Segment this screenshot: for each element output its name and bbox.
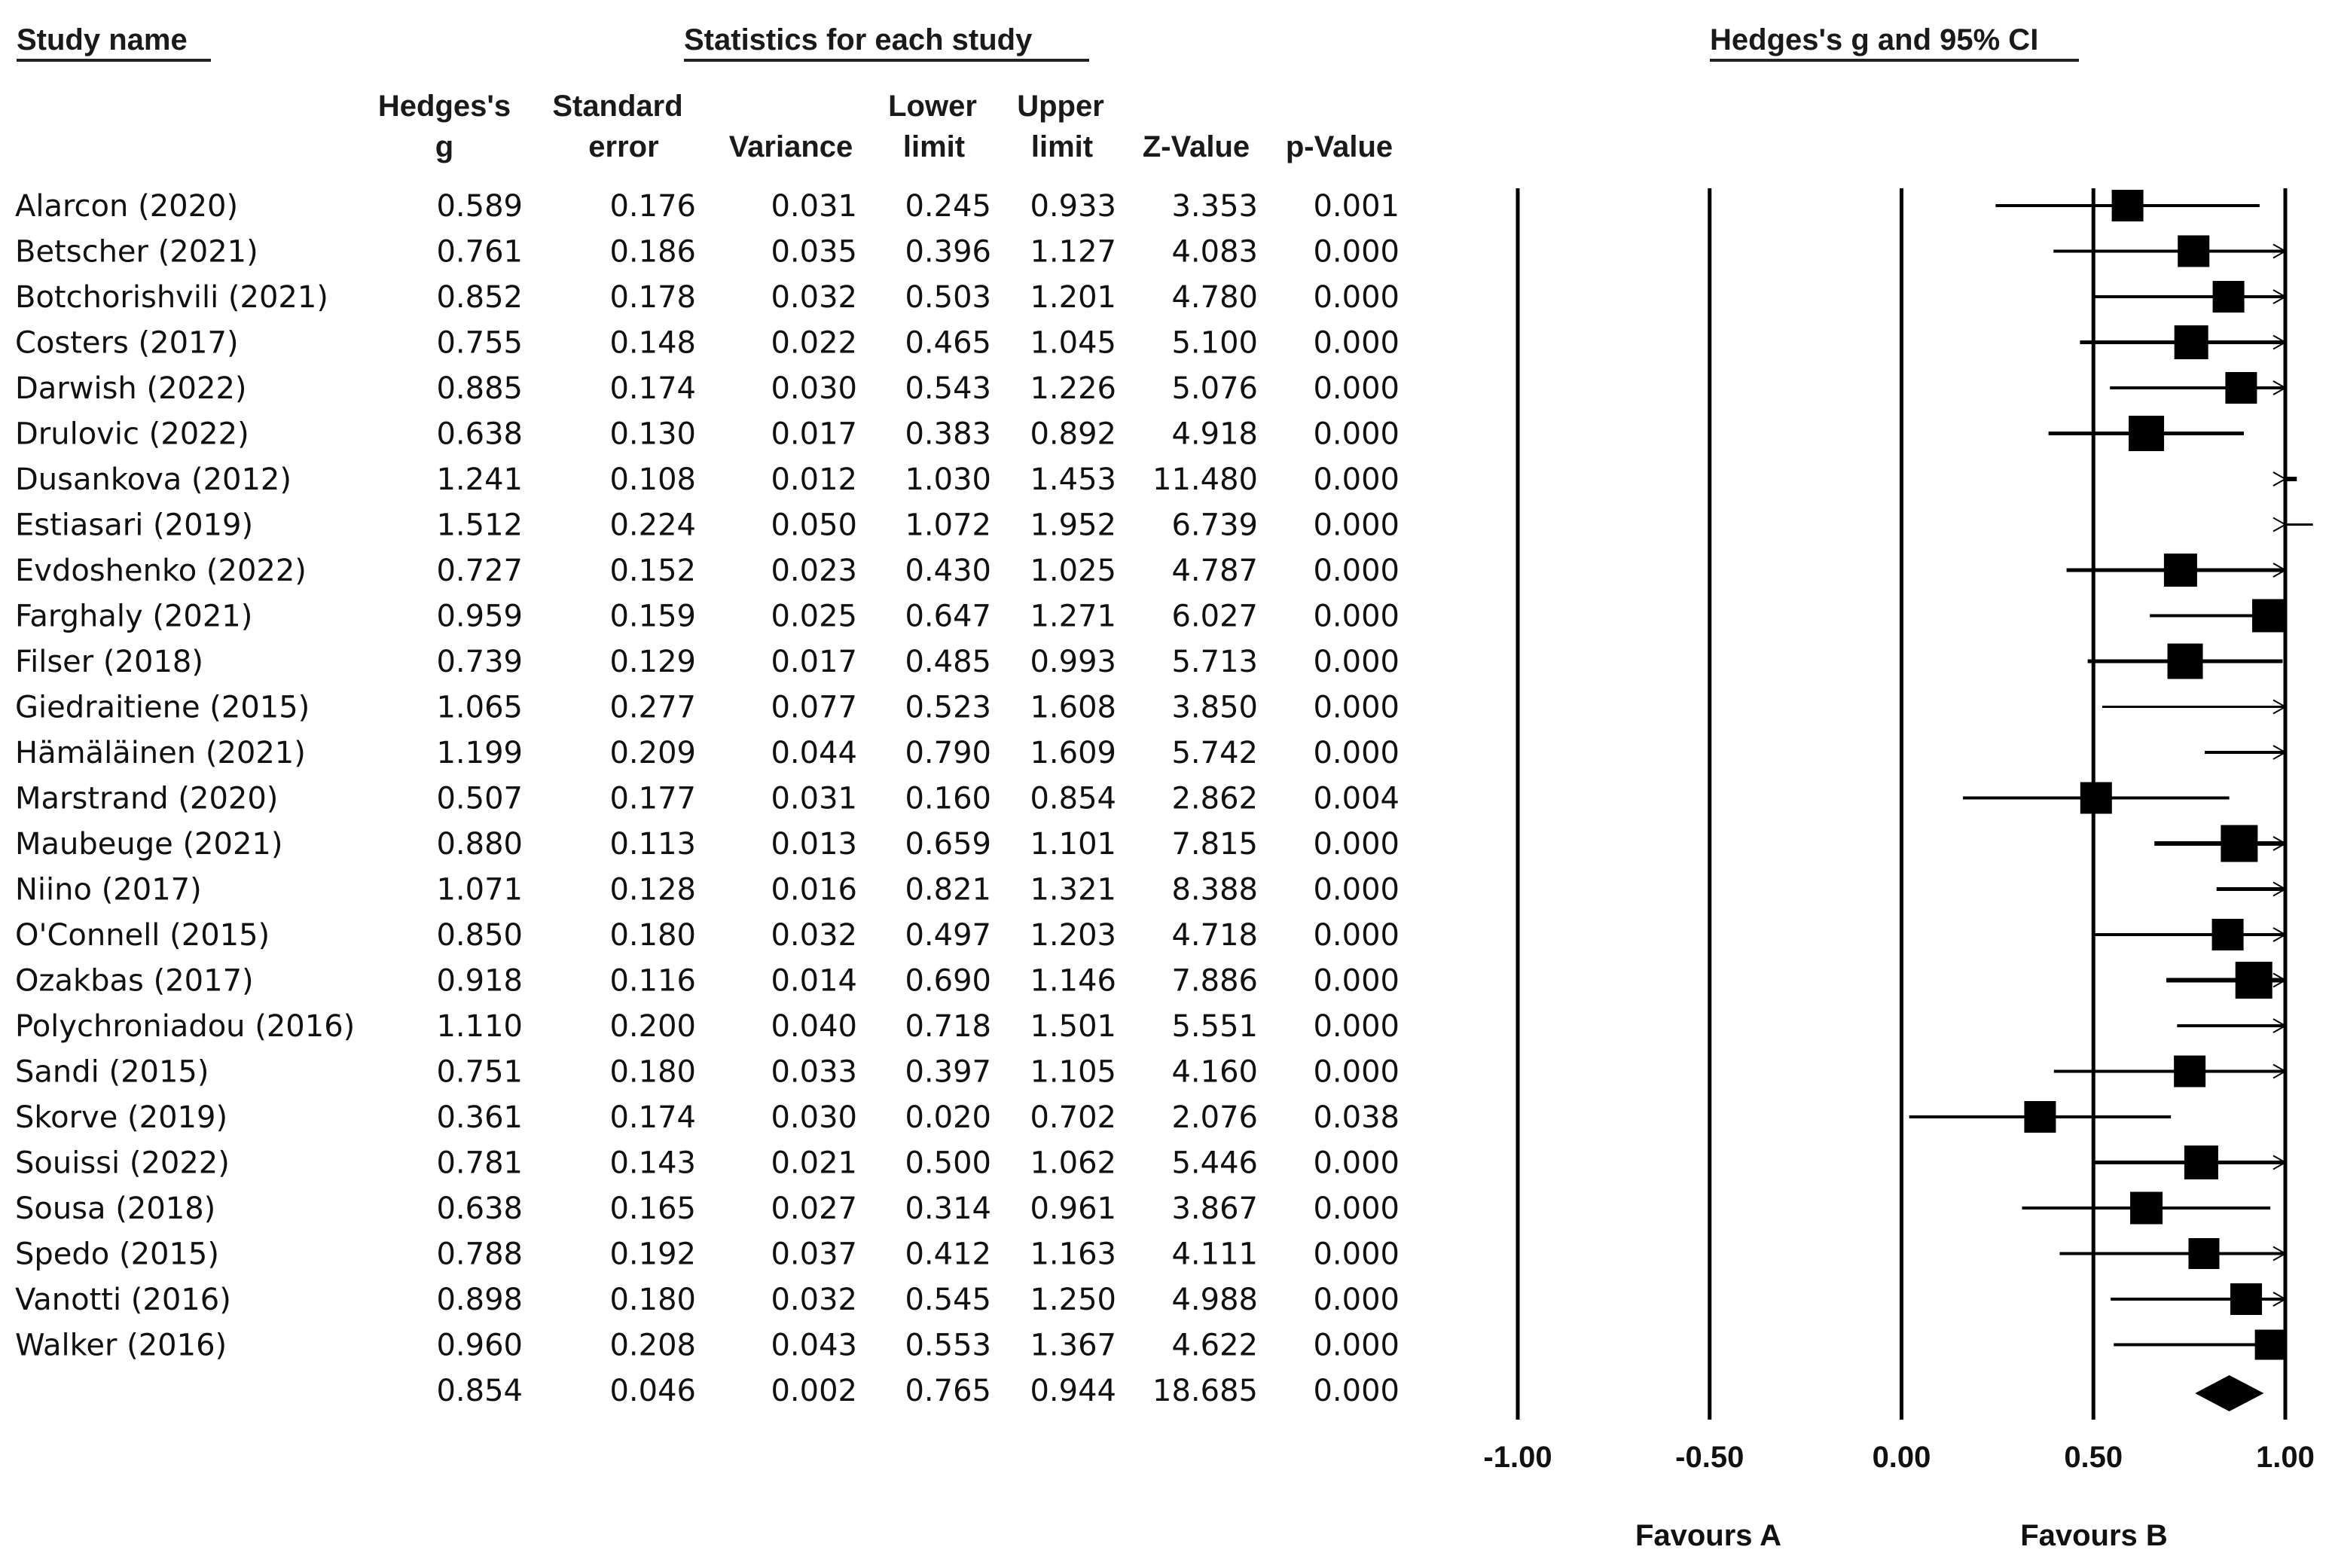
stat-cell-z: 4.918 (1171, 416, 1258, 452)
stat-cell-se: 0.178 (609, 280, 696, 315)
table-row (15, 1329, 1400, 1363)
stat-cell-se: 0.224 (609, 508, 696, 543)
stat-cell-upper: 1.321 (1030, 872, 1116, 908)
point-estimate (2230, 1283, 2262, 1315)
stat-cell-se: 0.277 (609, 690, 696, 725)
stat-cell-z: 7.886 (1171, 963, 1258, 999)
stat-cell-p: 0.000 (1313, 918, 1400, 953)
stat-cell-var: 0.013 (771, 827, 857, 862)
stat-cell-se: 0.186 (609, 234, 696, 270)
study-name-cell: Souissi (2022) (15, 1145, 230, 1181)
study-name-cell: O'Connell (2015) (15, 918, 270, 953)
stat-cell-p: 0.000 (1313, 827, 1400, 862)
stat-cell-g: 0.751 (436, 1054, 523, 1090)
stat-cell-upper: 1.271 (1030, 599, 1116, 634)
stat-cell-p: 0.000 (1313, 645, 1400, 679)
stat-cell-p: 0.001 (1313, 189, 1400, 224)
stat-cell-z: 3.353 (1171, 189, 1258, 224)
stat-cell-g: 1.065 (436, 690, 523, 725)
stat-cell-var: 0.032 (771, 280, 857, 315)
stat-cell-g: 0.898 (436, 1283, 523, 1317)
col-variance: Variance (728, 130, 853, 163)
stat-cell-var: 0.022 (771, 325, 857, 361)
stat-cell-upper: 1.101 (1030, 827, 1116, 862)
stat-cell-lower: 0.690 (905, 963, 991, 999)
stat-cell-se: 0.130 (609, 416, 696, 452)
stat-cell-p: 0.000 (1313, 1237, 1400, 1272)
stat-cell-z: 4.787 (1171, 554, 1258, 588)
stat-cell-var: 0.050 (771, 508, 857, 543)
point-estimate (2188, 1238, 2219, 1269)
summary-cell-se: 0.046 (609, 1374, 696, 1408)
stat-cell-lower: 0.430 (905, 554, 991, 588)
favours-b-label: Favours B (2020, 1519, 2168, 1552)
col-upper-line1: Upper (1017, 90, 1104, 123)
point-estimate (2130, 1192, 2163, 1225)
stat-cell-var: 0.012 (771, 462, 857, 497)
stat-cell-p: 0.000 (1313, 872, 1400, 908)
stat-cell-g: 1.071 (436, 872, 523, 908)
stat-cell-se: 0.192 (609, 1237, 696, 1272)
stat-cell-se: 0.177 (609, 781, 696, 816)
stat-cell-p: 0.000 (1313, 508, 1400, 543)
table-row (15, 645, 1400, 679)
table-row (15, 1055, 1400, 1090)
study-name-cell: Farghaly (2021) (15, 599, 253, 634)
stat-cell-p: 0.000 (1313, 325, 1400, 361)
stat-cell-upper: 1.127 (1030, 234, 1116, 270)
summary-row (436, 1374, 1400, 1408)
study-name-cell: Polychroniadou (2016) (15, 1009, 356, 1044)
stat-cell-z: 4.160 (1171, 1054, 1258, 1090)
stat-cell-var: 0.035 (771, 234, 857, 270)
study-name-cell: Maubeuge (2021) (15, 827, 283, 862)
stat-cell-se: 0.180 (609, 918, 696, 953)
stat-cell-se: 0.152 (609, 554, 696, 588)
stat-cell-g: 1.241 (436, 462, 523, 497)
study-name-cell: Estiasari (2019) (15, 508, 254, 543)
favours-a-label: Favours A (1635, 1519, 1782, 1552)
table-row (15, 554, 1400, 588)
stat-cell-upper: 1.453 (1030, 462, 1116, 497)
summary-cell-lower: 0.765 (905, 1374, 991, 1408)
stat-cell-z: 4.083 (1171, 234, 1258, 270)
stat-cell-upper: 1.952 (1030, 508, 1116, 543)
study-name-cell: Filser (2018) (15, 645, 203, 679)
study-name-cell: Walker (2016) (15, 1328, 227, 1363)
stat-cell-lower: 0.485 (905, 645, 991, 679)
stat-cell-se: 0.148 (609, 325, 696, 361)
study-name-cell: Darwish (2022) (15, 371, 247, 406)
table-row (15, 691, 1400, 725)
stat-cell-z: 2.862 (1171, 781, 1258, 816)
stat-cell-lower: 0.160 (905, 781, 991, 816)
stat-cell-z: 4.622 (1171, 1328, 1258, 1363)
summary-cell-p: 0.000 (1313, 1374, 1400, 1408)
stat-cell-g: 0.880 (436, 827, 523, 862)
stat-cell-upper: 0.702 (1030, 1100, 1116, 1135)
stat-cell-lower: 0.397 (905, 1054, 991, 1090)
point-estimate (2112, 190, 2144, 221)
stat-cell-g: 0.507 (436, 781, 523, 816)
point-estimate (2129, 416, 2164, 451)
study-rows (15, 189, 1400, 1363)
stat-cell-p: 0.000 (1313, 280, 1400, 315)
stat-cell-g: 0.781 (436, 1145, 523, 1181)
point-estimate (2174, 1056, 2205, 1088)
stat-cell-p: 0.038 (1313, 1100, 1400, 1135)
stat-cell-p: 0.000 (1313, 234, 1400, 270)
stat-cell-p: 0.000 (1313, 690, 1400, 725)
stat-cell-var: 0.023 (771, 554, 857, 588)
x-tick-label: 1.00 (2256, 1441, 2315, 1474)
stat-cell-var: 0.016 (771, 872, 857, 908)
stat-cell-lower: 0.314 (905, 1191, 991, 1226)
stat-cell-upper: 1.105 (1030, 1054, 1116, 1090)
study-name-cell: Sousa (2018) (15, 1191, 216, 1226)
plot-title-header: Hedges's g and 95% CI (1710, 23, 2039, 56)
stat-cell-var: 0.030 (771, 1100, 857, 1135)
stat-cell-se: 0.129 (609, 645, 696, 679)
stat-cell-var: 0.037 (771, 1237, 857, 1272)
study-name-cell: Botchorishvili (2021) (15, 280, 328, 315)
stat-cell-se: 0.200 (609, 1009, 696, 1044)
stat-cell-lower: 0.659 (905, 827, 991, 862)
stat-cell-lower: 1.030 (905, 462, 991, 497)
stat-cell-lower: 0.647 (905, 599, 991, 634)
stat-cell-lower: 0.020 (905, 1100, 991, 1135)
stat-cell-p: 0.000 (1313, 554, 1400, 588)
table-row (15, 189, 1400, 224)
stat-cell-se: 0.165 (609, 1191, 696, 1226)
stat-cell-z: 7.815 (1171, 827, 1258, 862)
summary-cell-g: 0.854 (436, 1374, 523, 1408)
stat-cell-lower: 0.718 (905, 1009, 991, 1044)
summary-cell-var: 0.002 (771, 1374, 857, 1408)
stat-cell-p: 0.000 (1313, 1191, 1400, 1226)
stat-cell-z: 5.742 (1171, 736, 1258, 770)
stat-cell-upper: 0.854 (1030, 781, 1116, 816)
stat-cell-p: 0.000 (1313, 371, 1400, 406)
point-estimate (2236, 962, 2272, 999)
stats-title-header: Statistics for each study (684, 23, 1033, 56)
stat-cell-upper: 1.501 (1030, 1009, 1116, 1044)
stat-cell-upper: 1.203 (1030, 918, 1116, 953)
summary-diamond (2195, 1375, 2263, 1411)
study-name-cell: Skorve (2019) (15, 1100, 228, 1135)
stat-cell-z: 3.850 (1171, 690, 1258, 725)
stat-cell-var: 0.033 (771, 1054, 857, 1090)
stat-cell-lower: 0.465 (905, 325, 991, 361)
stat-cell-p: 0.000 (1313, 1283, 1400, 1317)
stat-cell-g: 0.755 (436, 325, 523, 361)
stat-cell-se: 0.108 (609, 462, 696, 497)
stat-cell-g: 0.918 (436, 963, 523, 999)
stat-cell-lower: 1.072 (905, 508, 991, 543)
study-name-cell: Marstrand (2020) (15, 781, 279, 816)
point-estimate (2024, 1101, 2056, 1133)
table-row (15, 599, 1400, 634)
stat-cell-var: 0.021 (771, 1145, 857, 1181)
stat-cell-g: 0.638 (436, 416, 523, 452)
stat-cell-p: 0.000 (1313, 1145, 1400, 1181)
study-name-cell: Niino (2017) (15, 872, 202, 908)
stat-cell-upper: 1.062 (1030, 1145, 1116, 1181)
stat-cell-z: 11.480 (1152, 462, 1258, 497)
stat-cell-p: 0.000 (1313, 1009, 1400, 1044)
stat-cell-var: 0.030 (771, 371, 857, 406)
study-name-cell: Alarcon (2020) (15, 189, 239, 224)
stat-cell-g: 0.727 (436, 554, 523, 588)
stat-cell-z: 5.713 (1171, 645, 1258, 679)
study-name-cell: Spedo (2015) (15, 1237, 219, 1272)
table-row (15, 417, 1400, 452)
stat-cell-lower: 0.500 (905, 1145, 991, 1181)
stat-cell-lower: 0.503 (905, 280, 991, 315)
stat-cell-g: 0.959 (436, 599, 523, 634)
stat-cell-se: 0.176 (609, 189, 696, 224)
stat-cell-p: 0.000 (1313, 462, 1400, 497)
study-name-cell: Giedraitiene (2015) (15, 690, 310, 725)
x-axis-ticks (1483, 1441, 2315, 1474)
point-estimate (2080, 782, 2112, 814)
stat-cell-g: 0.885 (436, 371, 523, 406)
table-row (15, 964, 1400, 999)
col-se-line2: error (588, 130, 659, 163)
col-g-line1: Hedges's (377, 90, 511, 123)
point-estimate (2225, 372, 2257, 404)
table-row (15, 1283, 1400, 1317)
stat-cell-g: 0.788 (436, 1237, 523, 1272)
table-row (15, 280, 1400, 315)
stat-cell-lower: 0.523 (905, 690, 991, 725)
summary-cell-z: 18.685 (1152, 1374, 1258, 1408)
study-name-cell: Betscher (2021) (15, 234, 258, 270)
study-name-cell: Hämäläinen (2021) (15, 736, 306, 770)
stat-cell-var: 0.044 (771, 736, 857, 770)
stat-cell-se: 0.143 (609, 1145, 696, 1181)
stat-cell-var: 0.017 (771, 645, 857, 679)
stat-cell-z: 5.100 (1171, 325, 1258, 361)
study-name-cell: Evdoshenko (2022) (15, 554, 307, 588)
x-tick-label: 0.50 (2064, 1441, 2123, 1474)
table-row (15, 371, 1400, 406)
stat-cell-lower: 0.543 (905, 371, 991, 406)
stat-cell-upper: 1.201 (1030, 280, 1116, 315)
stat-cell-z: 3.867 (1171, 1191, 1258, 1226)
stat-cell-se: 0.128 (609, 872, 696, 908)
table-row (15, 782, 1400, 816)
point-estimate (2221, 825, 2257, 862)
point-estimate (2213, 281, 2245, 313)
stat-cell-g: 0.739 (436, 645, 523, 679)
table-row (15, 873, 1400, 908)
stat-cell-lower: 0.245 (905, 189, 991, 224)
study-name-cell: Dusankova (2012) (15, 462, 292, 497)
stat-cell-upper: 0.961 (1030, 1191, 1116, 1226)
point-estimate (2184, 1145, 2218, 1179)
stat-cell-p: 0.000 (1313, 1054, 1400, 1090)
stat-cell-upper: 1.609 (1030, 736, 1116, 770)
stat-cell-z: 5.551 (1171, 1009, 1258, 1044)
stat-cell-var: 0.031 (771, 189, 857, 224)
stat-cell-upper: 1.608 (1030, 690, 1116, 725)
stat-cell-z: 5.076 (1171, 371, 1258, 406)
study-name-cell: Sandi (2015) (15, 1054, 209, 1090)
stat-cell-p: 0.000 (1313, 736, 1400, 770)
point-estimate (2175, 325, 2208, 359)
stat-cell-var: 0.043 (771, 1328, 857, 1363)
stat-cell-lower: 0.545 (905, 1283, 991, 1317)
stat-cell-upper: 0.892 (1030, 416, 1116, 452)
stat-cell-z: 8.388 (1171, 872, 1258, 908)
stat-cell-var: 0.014 (771, 963, 857, 999)
col-z-value: Z-Value (1142, 130, 1250, 163)
stat-cell-upper: 0.933 (1030, 189, 1116, 224)
stat-cell-p: 0.004 (1313, 781, 1400, 816)
col-p-value: p-Value (1285, 130, 1393, 163)
stat-cell-var: 0.017 (771, 416, 857, 452)
stat-cell-lower: 0.396 (905, 234, 991, 270)
stat-cell-lower: 0.790 (905, 736, 991, 770)
stat-cell-lower: 0.553 (905, 1328, 991, 1363)
stat-cell-z: 4.780 (1171, 280, 1258, 315)
stat-cell-upper: 1.146 (1030, 963, 1116, 999)
x-tick-label: -1.00 (1483, 1441, 1552, 1474)
stat-cell-g: 0.852 (436, 280, 523, 315)
stat-cell-p: 0.000 (1313, 1328, 1400, 1363)
stat-cell-g: 1.199 (436, 736, 523, 770)
stat-cell-var: 0.040 (771, 1009, 857, 1044)
stat-cell-g: 0.761 (436, 234, 523, 270)
stat-cell-lower: 0.497 (905, 918, 991, 953)
study-name-cell: Ozakbas (2017) (15, 963, 254, 999)
stat-cell-upper: 1.025 (1030, 554, 1116, 588)
col-g-line2: g (435, 130, 454, 163)
stat-cell-lower: 0.412 (905, 1237, 991, 1272)
stat-cell-se: 0.209 (609, 736, 696, 770)
point-estimate (2212, 919, 2244, 950)
stat-cell-upper: 1.163 (1030, 1237, 1116, 1272)
stat-cell-z: 4.988 (1171, 1283, 1258, 1317)
stat-cell-g: 0.960 (436, 1328, 523, 1363)
stat-cell-var: 0.031 (771, 781, 857, 816)
stat-cell-z: 6.739 (1171, 508, 1258, 543)
stat-cell-g: 0.638 (436, 1191, 523, 1226)
point-estimate (2168, 644, 2203, 679)
stat-cell-z: 4.718 (1171, 918, 1258, 953)
stat-cell-z: 6.027 (1171, 599, 1258, 634)
stat-cell-var: 0.025 (771, 599, 857, 634)
table-row (15, 326, 1400, 361)
stat-cell-g: 0.361 (436, 1100, 523, 1135)
point-estimate (2255, 1330, 2285, 1360)
stat-cell-g: 0.589 (436, 189, 523, 224)
table-row (15, 1009, 1400, 1044)
stat-cell-var: 0.032 (771, 1283, 857, 1317)
table-row (15, 1191, 1400, 1226)
forest-plot-area (1518, 188, 2313, 1420)
table-row (15, 827, 1400, 862)
stat-cell-upper: 1.367 (1030, 1328, 1116, 1363)
table-row (15, 1146, 1400, 1181)
stat-cell-se: 0.113 (609, 827, 696, 862)
point-estimate (2252, 599, 2285, 633)
study-name-cell: Drulovic (2022) (15, 416, 249, 452)
col-se-line1: Standard (552, 90, 683, 123)
table-row (15, 235, 1400, 270)
study-name-header: Study name (17, 23, 188, 56)
stat-cell-se: 0.208 (609, 1328, 696, 1363)
summary-cell-upper: 0.944 (1030, 1374, 1116, 1408)
stat-cell-p: 0.000 (1313, 416, 1400, 452)
stat-cell-se: 0.174 (609, 371, 696, 406)
table-row (15, 918, 1400, 953)
stat-cell-g: 1.110 (436, 1009, 523, 1044)
stat-cell-lower: 0.383 (905, 416, 991, 452)
table-row (15, 508, 1400, 543)
stat-cell-upper: 1.250 (1030, 1283, 1116, 1317)
col-lower-line2: limit (902, 130, 966, 163)
study-name-cell: Vanotti (2016) (15, 1283, 231, 1317)
stat-cell-z: 4.111 (1171, 1237, 1258, 1272)
stat-cell-upper: 1.045 (1030, 325, 1116, 361)
stat-cell-g: 0.850 (436, 918, 523, 953)
stat-cell-var: 0.027 (771, 1191, 857, 1226)
stat-cell-p: 0.000 (1313, 963, 1400, 999)
stat-cell-g: 1.512 (436, 508, 523, 543)
table-row (15, 1100, 1400, 1135)
col-upper-line2: limit (1030, 130, 1094, 163)
stat-cell-se: 0.174 (609, 1100, 696, 1135)
table-row (15, 1237, 1400, 1272)
stat-cell-var: 0.032 (771, 918, 857, 953)
x-tick-label: -0.50 (1675, 1441, 1744, 1474)
point-estimate (2164, 554, 2197, 587)
stat-cell-z: 5.446 (1171, 1145, 1258, 1181)
table-row (15, 462, 1400, 497)
point-estimate (2178, 236, 2209, 267)
stat-cell-upper: 1.226 (1030, 371, 1116, 406)
stat-cell-p: 0.000 (1313, 599, 1400, 634)
stat-cell-se: 0.180 (609, 1283, 696, 1317)
col-lower-line1: Lower (888, 90, 977, 123)
study-name-cell: Costers (2017) (15, 325, 239, 361)
stat-cell-se: 0.180 (609, 1054, 696, 1090)
stat-cell-se: 0.116 (609, 963, 696, 999)
stat-cell-z: 2.076 (1171, 1100, 1258, 1135)
stat-cell-upper: 0.993 (1030, 645, 1116, 679)
x-tick-label: 0.00 (1872, 1441, 1931, 1474)
stat-cell-se: 0.159 (609, 599, 696, 634)
stat-cell-lower: 0.821 (905, 872, 991, 908)
table-row (15, 736, 1400, 770)
stat-cell-var: 0.077 (771, 690, 857, 725)
